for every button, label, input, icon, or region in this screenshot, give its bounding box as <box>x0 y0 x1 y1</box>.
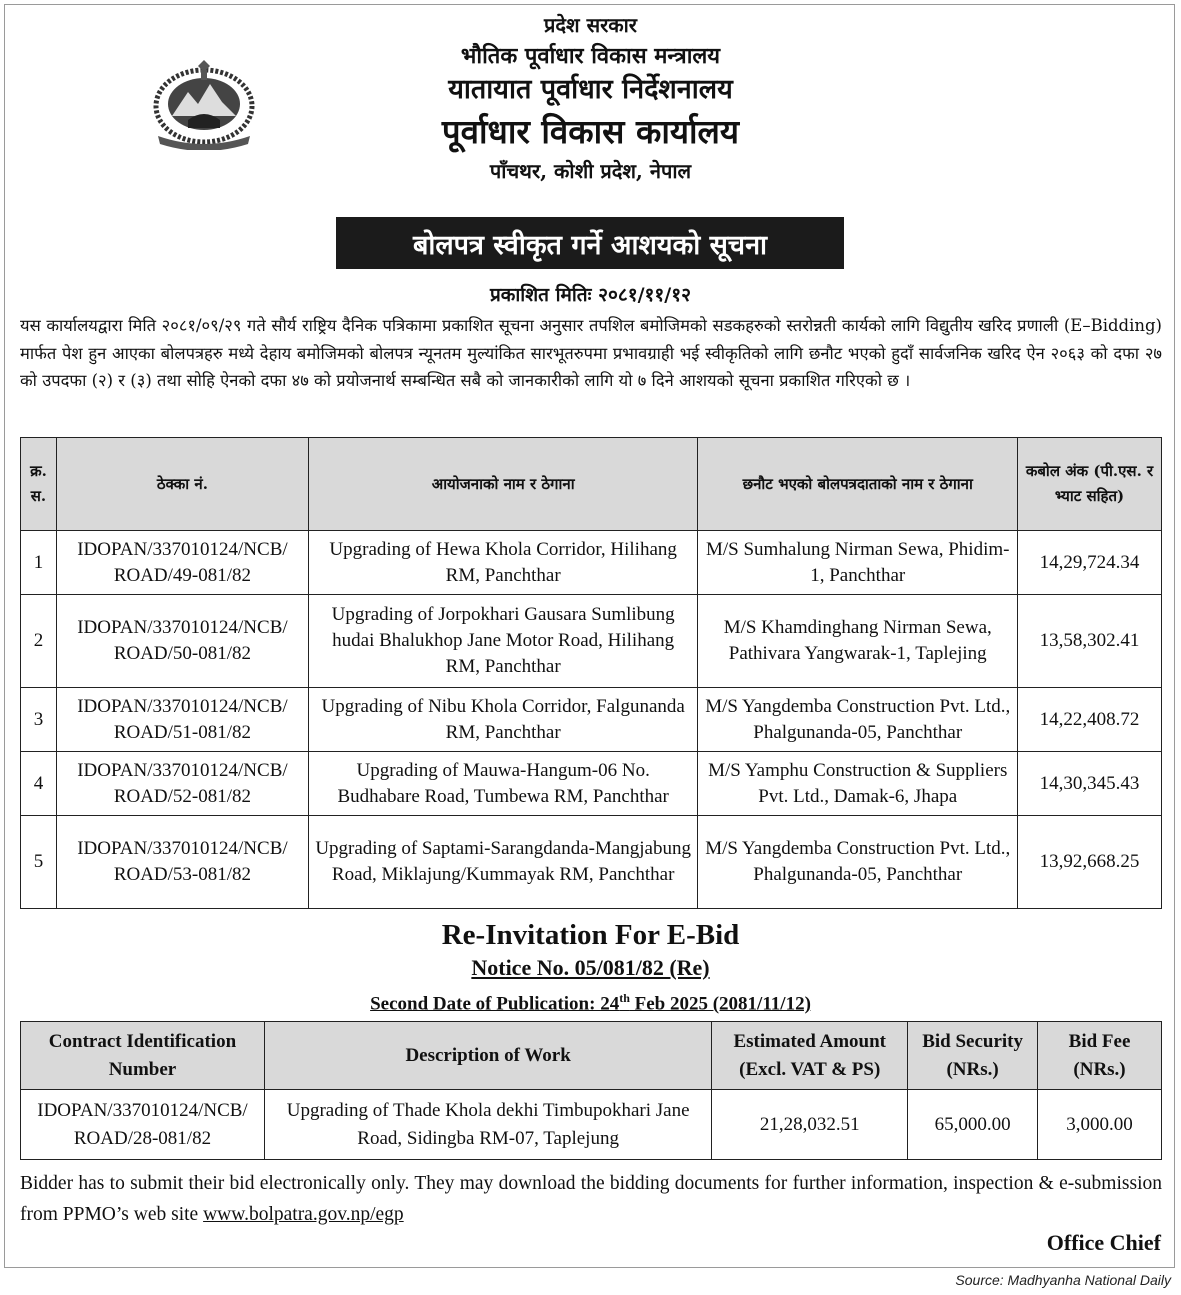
source-credit: Source: Madhyanha National Daily <box>955 1272 1171 1288</box>
column-header: Description of Work <box>264 1022 711 1090</box>
column-header: Estimated Amount (Excl. VAT & PS) <box>712 1022 908 1090</box>
table-row <box>21 816 1162 909</box>
column-header: Bid Fee (NRs.) <box>1038 1022 1162 1090</box>
table-header-row <box>21 438 1162 531</box>
serial-number: 4 <box>21 752 57 816</box>
bid-amount: 14,30,345.43 <box>1018 752 1162 816</box>
bid-amount: 13,58,302.41 <box>1018 595 1162 688</box>
serial-number: 1 <box>21 531 57 595</box>
serial-number: 3 <box>21 688 57 752</box>
column-header: छनौट भएको बोलपत्रदाताको नाम र ठेगाना <box>698 438 1018 531</box>
office-header <box>0 10 1181 186</box>
project-name: Upgrading of Saptami-Sarangdanda-Mangjabung Road, Miklajung/Kummayak RM, Panchthar <box>308 816 698 909</box>
submission-instructions <box>20 1168 1162 1230</box>
publication-date-prefix: Second Date of Publication: 24 <box>370 993 620 1015</box>
serial-number: 2 <box>21 595 57 688</box>
publication-date-superscript: th <box>619 991 630 1005</box>
bid-amount: 13,92,668.25 <box>1018 816 1162 909</box>
header-line-1: प्रदेश सरकार <box>544 13 637 37</box>
bidder-name: M/S Yamphu Construction & Suppliers Pvt. Ltd., Damak-6, Jhapa <box>698 752 1018 816</box>
contract-number: IDOPAN/337010124/NCB/ ROAD/51-081/82 <box>56 688 308 752</box>
table-row <box>21 752 1162 816</box>
ebid-table <box>20 1021 1162 1160</box>
table-header-row <box>21 1022 1162 1090</box>
work-description: Upgrading of Thade Khola dekhi Timbupokhari Jane Road, Sidingba RM-07, Taplejung <box>264 1090 711 1160</box>
table-row <box>21 531 1162 595</box>
column-header: क्र. स. <box>21 438 57 531</box>
bid-amount: 14,22,408.72 <box>1018 688 1162 752</box>
contract-number: IDOPAN/337010124/NCB/ ROAD/52-081/82 <box>56 752 308 816</box>
header-line-2: भौतिक पूर्वाधार विकास मन्त्रालय <box>460 43 721 69</box>
header-line-3: यातायात पूर्वाधार निर्देशनालय <box>448 74 733 105</box>
project-name: Upgrading of Hewa Khola Corridor, Hilihang RM, Panchthar <box>308 531 698 595</box>
bidder-name: M/S Sumhalung Nirman Sewa, Phidim-1, Panchthar <box>698 531 1018 595</box>
table-row <box>21 688 1162 752</box>
reinvitation-title: Re-Invitation For E-Bid <box>441 919 740 951</box>
bidder-name: M/S Yangdemba Construction Pvt. Ltd., Phalgunanda-05, Panchthar <box>698 816 1018 909</box>
serial-number: 5 <box>21 816 57 909</box>
bid-amount: 14,29,724.34 <box>1018 531 1162 595</box>
bidder-name: M/S Yangdemba Construction Pvt. Ltd., Phalgunanda-05, Panchthar <box>698 688 1018 752</box>
table-row <box>21 1090 1162 1160</box>
signatory: Office Chief <box>1046 1230 1161 1255</box>
column-header: Bid Security (NRs.) <box>908 1022 1038 1090</box>
publication-date-suffix: Feb 2025 (2081/11/12) <box>629 993 811 1015</box>
estimated-amount: 21,28,032.51 <box>712 1090 908 1160</box>
publication-date <box>0 983 1181 1019</box>
published-date: प्रकाशित मितिः २०८१/११/१२ <box>489 284 692 306</box>
table-row <box>21 595 1162 688</box>
ppmo-website-link[interactable]: www.bolpatra.gov.np/egp <box>203 1204 404 1225</box>
project-name: Upgrading of Nibu Khola Corridor, Falgunanda RM, Panchthar <box>308 688 698 752</box>
instructions-text: Bidder has to submit their bid electronically only. They may download the bidding documents for further information, inspection & e-submission from PPMO’s web site <box>20 1173 1162 1225</box>
reinvitation-section <box>0 917 1181 1019</box>
project-name: Upgrading of Jorpokhari Gausara Sumlibung hudai Bhalukhop Jane Motor Road, Hilihang RM, Panchthar <box>308 595 698 688</box>
contract-id: IDOPAN/337010124/NCB/ ROAD/28-081/82 <box>21 1090 265 1160</box>
column-header: कबोल अंक (पी.एस. र भ्याट सहित) <box>1018 438 1162 531</box>
contract-number: IDOPAN/337010124/NCB/ ROAD/49-081/82 <box>56 531 308 595</box>
office-name: पूर्वाधार विकास कार्यालय <box>441 112 740 151</box>
bidder-name: M/S Khamdinghang Nirman Sewa, Pathivara Yangwarak-1, Taplejing <box>698 595 1018 688</box>
office-address: पाँचथर, कोशी प्रदेश, नेपाल <box>489 159 692 183</box>
intro-paragraph: यस कार्यालयद्वारा मिति २०८१/०९/२९ गते सौर्य राष्ट्रिय दैनिक पत्रिकामा प्रकाशित सूचना अनुसार तपशिल बमोजिमको सडकहरुको स्तरोन्नती कार्यको लागि विद्युतीय खरिद प्रणाली (E–Bidding) मार्फत पेश हुन आएका बोलपत्रहरु मध्ये देहाय बमोजिमको बोलपत्र न्यूनतम मुल्यांकित सारभूतरुपमा प्रभावग्राही भई स्वीकृतिको लागि छनौट भएको हुदाँ सार्वजनिक खरिद ऐन २०६३ को दफा २७ को उपदफा (२) र (३) तथा सोहि ऐनको दफा ४७ को प्रयोजनार्थ सम्बन्धित सबै को जानकारीको लागि यो ७ दिने आशयको सूचना प्रकाशित गरिएको छ । <box>20 316 1162 390</box>
notice-number: Notice No. 05/081/82 (Re) <box>471 955 710 980</box>
column-header: Contract Identification Number <box>21 1022 265 1090</box>
awarded-bids-table <box>20 437 1162 909</box>
contract-number: IDOPAN/337010124/NCB/ ROAD/50-081/82 <box>56 595 308 688</box>
column-header: आयोजनाको नाम र ठेगाना <box>308 438 698 531</box>
bid-security: 65,000.00 <box>908 1090 1038 1160</box>
notice-title-banner: बोलपत्र स्वीकृत गर्ने आशयको सूचना <box>336 217 844 269</box>
contract-number: IDOPAN/337010124/NCB/ ROAD/53-081/82 <box>56 816 308 909</box>
bid-fee: 3,000.00 <box>1038 1090 1162 1160</box>
project-name: Upgrading of Mauwa-Hangum-06 No. Budhabare Road, Tumbewa RM, Panchthar <box>308 752 698 816</box>
column-header: ठेक्का नं. <box>56 438 308 531</box>
